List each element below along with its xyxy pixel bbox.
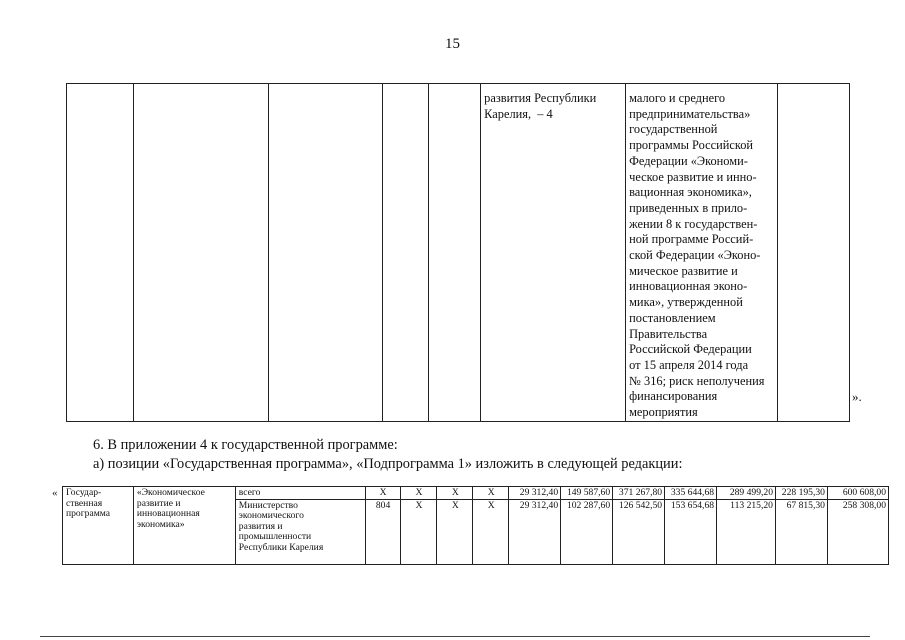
value-cell: 600 608,00 [827,487,888,500]
value-cell: 29 312,40 [509,499,561,564]
table1-cell-empty [778,84,850,422]
code-cell: Х [473,499,509,564]
table1-cell-empty [67,84,134,422]
executor-cell: всего [235,487,365,500]
value-cell: 29 312,40 [509,487,561,500]
executor-cell: Министерство экономического развития и промышленности Республики Карелия [235,499,365,564]
code-cell: Х [473,487,509,500]
paragraph-subitem-a: а) позиции «Государственная программа», «Подпрограмма 1» изложить в следующей редакции: [93,456,683,472]
code-cell: Х [400,487,437,500]
code-cell: Х [437,487,473,500]
table1-cell-risks [626,84,778,422]
value-cell: 149 587,60 [561,487,613,500]
paragraph-item-6: 6. В приложении 4 к государственной программе: [93,437,398,453]
table1-cell-empty [429,84,481,422]
table1-region-text: развития Республики Карелия, – 4 [484,91,597,121]
code-cell: Х [400,499,437,564]
table1-cell-empty [133,84,268,422]
value-cell: 102 287,60 [561,499,613,564]
table1-cell-region [481,84,626,422]
code-cell: 804 [365,499,400,564]
value-cell: 335 644,68 [665,487,717,500]
value-cell: 67 815,30 [775,499,827,564]
financing-table [62,486,889,565]
value-cell: 126 542,50 [613,499,665,564]
value-cell: 371 267,80 [613,487,665,500]
risks-table-continuation [66,83,850,422]
value-cell: 228 195,30 [775,487,827,500]
scan-edge-line [40,636,870,637]
value-cell: 113 215,20 [717,499,776,564]
value-cell: 153 654,68 [665,499,717,564]
table1-cell-empty [383,84,429,422]
page-number: 15 [445,36,460,52]
code-cell: Х [365,487,400,500]
opening-quote: « [52,487,58,499]
value-cell: 258 308,00 [827,499,888,564]
program-name-cell: «Экономическое развитие и инновационная экономика» [133,487,235,565]
table1-risks-text: малого и среднего предпринимательства» государственной программы Российской Федерации «Экономи- ческое развитие и инно- вационная экономика», приведенных в прило- жении 8 к государствен- ной программе Россий- ской Федерации «Эконо- мическое развитие и инновационная эконо- мика», утвержденной постановлением Правительства Российской Федерации от 15 апреля 2014 года № 316; риск неполучения финансирования мероприятия [629,91,765,420]
value-cell: 289 499,20 [717,487,776,500]
code-cell: Х [437,499,473,564]
program-status-cell: Государ- ственная программа [63,487,134,565]
table1-cell-empty [268,84,383,422]
table-row-total [63,487,889,500]
closing-quote: ». [852,389,862,404]
